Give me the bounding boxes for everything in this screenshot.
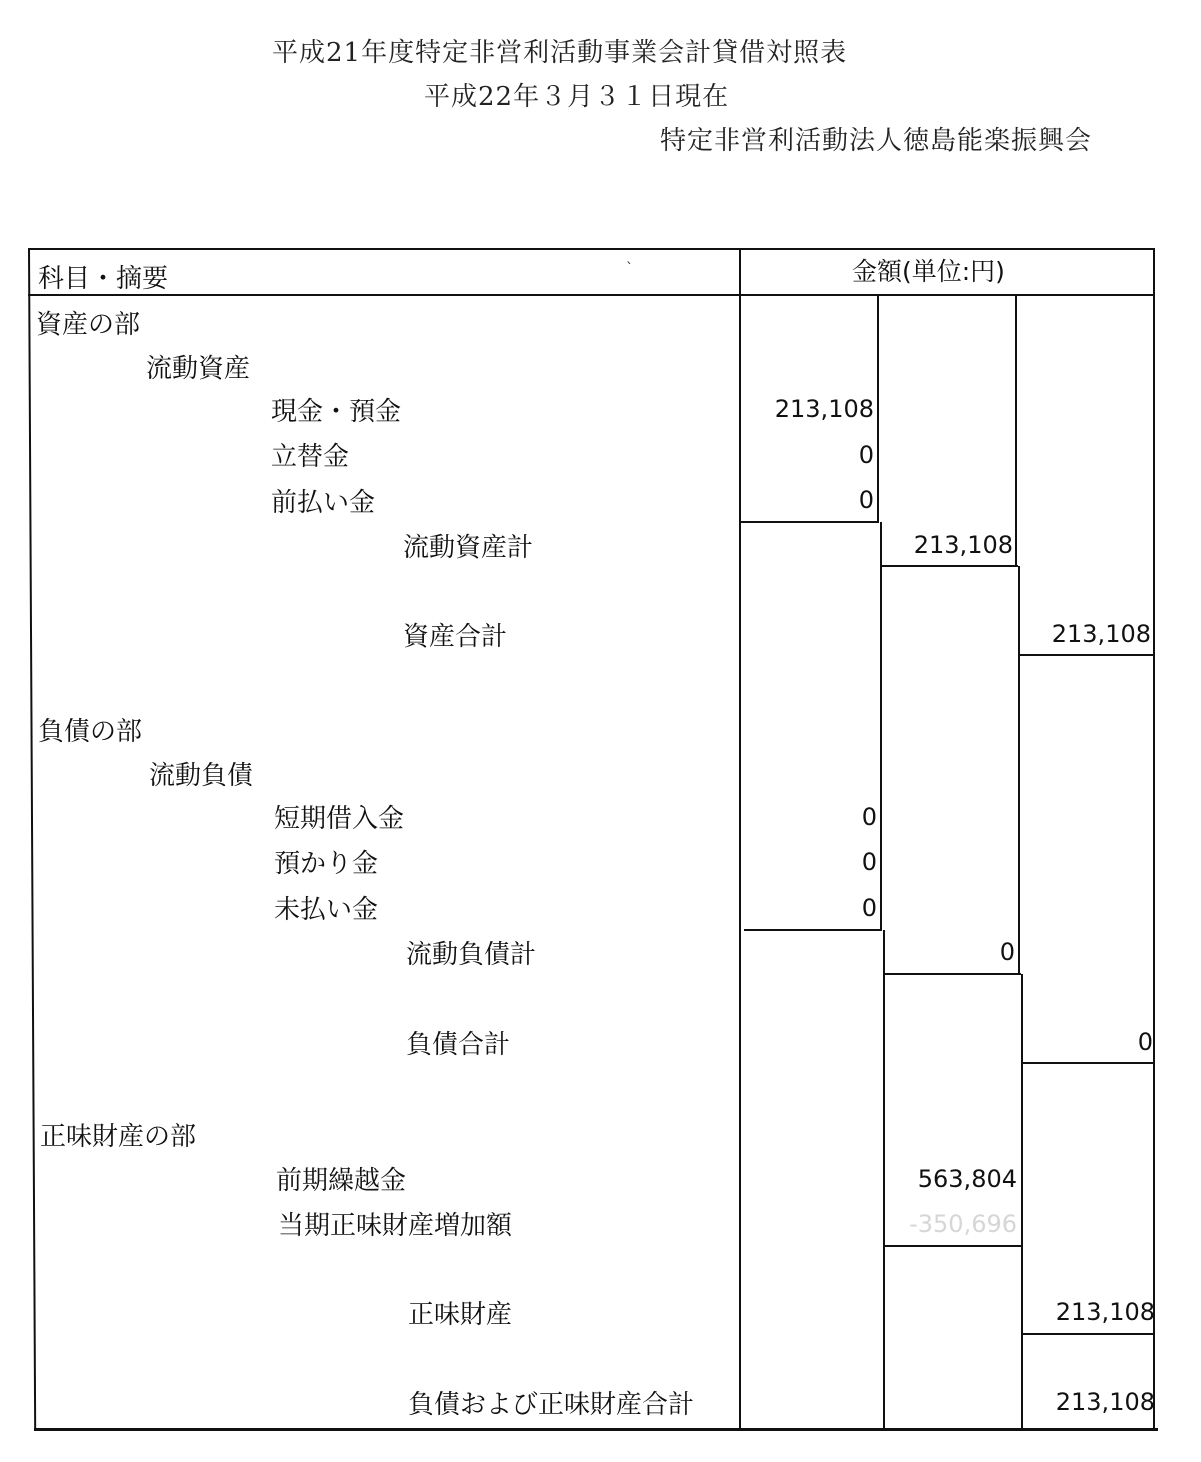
col2-divider — [1021, 974, 1023, 1430]
col3-subtotal-line — [1018, 654, 1155, 656]
col1-subtotal-line — [741, 521, 879, 523]
col1-subtotal-line — [744, 929, 882, 931]
amount-col1: 0 — [858, 441, 874, 469]
col1-divider — [883, 930, 885, 1430]
col2-divider — [1018, 566, 1020, 974]
table-border-top — [28, 248, 1155, 250]
item-amount-divider — [739, 248, 741, 1430]
table-border-bottom — [34, 1428, 1158, 1431]
document-title: 平成21年度特定非営利活動事業会計貸借対照表 — [272, 38, 848, 68]
total-label: 正味財産 — [408, 1300, 513, 1330]
table-border-right — [1153, 248, 1155, 1428]
line-item-label: 前期繰越金 — [276, 1166, 407, 1196]
document-date: 平成22年３月３１日現在 — [424, 82, 730, 112]
organization-name: 特定非営利活動法人徳島能楽振興会 — [660, 126, 1093, 156]
section-heading-net-assets: 正味財産の部 — [40, 1122, 197, 1152]
col2-divider — [1015, 294, 1017, 566]
amount-col3: 213,108 — [1055, 1298, 1155, 1326]
col2-subtotal-line — [883, 973, 1021, 975]
amount-col1: 213,108 — [774, 395, 874, 423]
grand-total-label: 負債および正味財産合計 — [408, 1390, 695, 1420]
amount-col1: 0 — [858, 486, 874, 514]
amount-col3: 213,108 — [1055, 1388, 1155, 1416]
line-item-label: 預かり金 — [274, 849, 379, 879]
section-heading-liabilities: 負債の部 — [38, 717, 143, 747]
line-item-label: 前払い金 — [271, 488, 376, 518]
line-item-label: 立替金 — [271, 442, 350, 472]
amount-col1: 0 — [861, 803, 877, 831]
line-item-label: 未払い金 — [274, 895, 379, 925]
col1-divider — [877, 294, 879, 522]
amount-col2: 563,804 — [917, 1165, 1017, 1193]
col2-subtotal-line — [880, 565, 1018, 567]
total-label: 負債合計 — [406, 1030, 511, 1060]
col1-divider — [880, 522, 882, 930]
line-item-label: 当期正味財産増加額 — [278, 1211, 513, 1241]
amount-col1: 0 — [861, 894, 877, 922]
col3-subtotal-line — [1023, 1333, 1155, 1335]
section-heading-assets: 資産の部 — [36, 310, 141, 340]
amount-col1: 0 — [861, 848, 877, 876]
stray-mark: ˋ — [626, 261, 633, 277]
line-item-label: 短期借入金 — [274, 804, 405, 834]
subtotal-label: 流動負債計 — [406, 940, 537, 970]
amount-col2: 0 — [999, 938, 1015, 966]
header-separator — [28, 294, 1155, 296]
group-heading: 流動負債 — [149, 761, 254, 791]
column-header-item: 科目・摘要 — [38, 264, 169, 294]
col2-subtotal-line — [885, 1245, 1023, 1247]
amount-col2-faded: -350,696 — [909, 1210, 1017, 1238]
column-header-amount: 金額(単位:円) — [852, 257, 1005, 286]
col3-subtotal-line — [1021, 1062, 1155, 1064]
table-border-left — [28, 248, 36, 1431]
group-heading: 流動資産 — [146, 354, 251, 384]
amount-col3: 213,108 — [1051, 620, 1151, 648]
line-item-label: 現金・預金 — [271, 397, 402, 427]
amount-col3: 0 — [1137, 1028, 1153, 1056]
total-label: 資産合計 — [403, 622, 508, 652]
subtotal-label: 流動資産計 — [403, 533, 534, 563]
amount-col2: 213,108 — [913, 531, 1013, 559]
